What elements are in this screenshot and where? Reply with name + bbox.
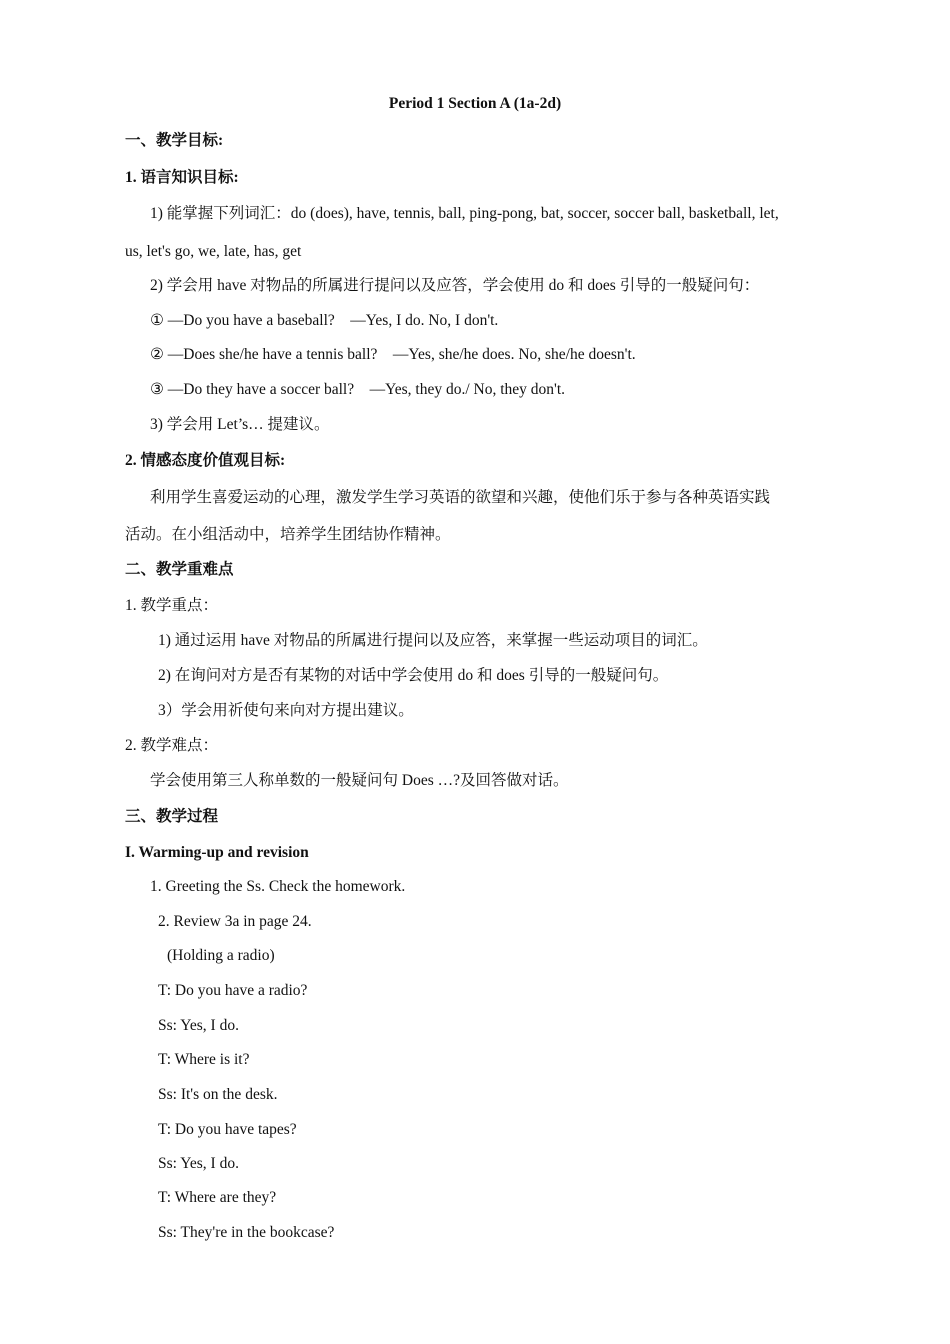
section-heading-objectives: 一、教学目标: bbox=[125, 132, 224, 149]
dialog-line: T: Where is it? bbox=[158, 1051, 250, 1068]
vocab-item-line1: 1) 能掌握下列词汇：do (does), have, tennis, ball, ping-pong, bat, soccer, soccer ball, basketball, let, bbox=[150, 205, 779, 222]
key-point-1: 1) 通过运用 have 对物品的所属进行提问以及应答，来掌握一些运动项目的词汇。 bbox=[158, 632, 708, 649]
example-3: ③ —Do they have a soccer ball? —Yes, they do./ No, they don't. bbox=[150, 381, 566, 398]
subheading-attitude: 2. 情感态度价值观目标: bbox=[125, 452, 286, 469]
part-heading-warming-up: I. Warming-up and revision bbox=[125, 844, 309, 861]
vocab-item-line2: us, let's go, we, late, has, get bbox=[125, 243, 302, 260]
dialog-line: Ss: They're in the bookcase? bbox=[158, 1224, 335, 1241]
grammar-item: 2) 学会用 have 对物品的所属进行提问以及应答，学会使用 do 和 does 引导的一般疑问句： bbox=[150, 277, 760, 294]
difficulty-heading: 2. 教学难点： bbox=[125, 737, 219, 754]
document-title: Period 1 Section A (1a-2d) bbox=[388, 95, 562, 112]
key-point-2: 2) 在询问对方是否有某物的对话中学会使用 do 和 does 引导的一般疑问句。 bbox=[158, 667, 669, 684]
dialog-line: T: Do you have tapes? bbox=[158, 1121, 297, 1138]
dialog-line: T: Do you have a radio? bbox=[158, 982, 308, 999]
dialog-line: Ss: It's on the desk. bbox=[158, 1086, 278, 1103]
suggestion-item: 3) 学会用 Let’s… 提建议。 bbox=[150, 416, 330, 433]
example-2: ② —Does she/he have a tennis ball? —Yes, she/he does. No, she/he doesn't. bbox=[150, 346, 636, 363]
step-2: 2. Review 3a in page 24. bbox=[158, 913, 312, 930]
dialog-line: Ss: Yes, I do. bbox=[158, 1155, 239, 1172]
subheading-language-knowledge: 1. 语言知识目标: bbox=[125, 169, 239, 186]
dialog-line: Ss: Yes, I do. bbox=[158, 1017, 239, 1034]
section-heading-process: 三、教学过程 bbox=[125, 808, 219, 825]
key-points-heading: 1. 教学重点： bbox=[125, 597, 219, 614]
attitude-line1: 利用学生喜爱运动的心理，激发学生学习英语的欲望和兴趣，使他们乐于参与各种英语实践 bbox=[150, 489, 771, 506]
step-1: 1. Greeting the Ss. Check the homework. bbox=[150, 878, 406, 895]
attitude-line2: 活动。在小组活动中，培养学生团结协作精神。 bbox=[125, 526, 451, 543]
difficulty-1: 学会使用第三人称单数的一般疑问句 Does …?及回答做对话。 bbox=[150, 772, 569, 789]
example-1: ① —Do you have a baseball? —Yes, I do. No, I don't. bbox=[150, 312, 499, 329]
key-point-3: 3）学会用祈使句来向对方提出建议。 bbox=[158, 702, 414, 719]
dialog-line: T: Where are they? bbox=[158, 1189, 277, 1206]
section-heading-keypoints: 二、教学重难点 bbox=[125, 561, 234, 578]
stage-note: (Holding a radio) bbox=[167, 947, 275, 964]
